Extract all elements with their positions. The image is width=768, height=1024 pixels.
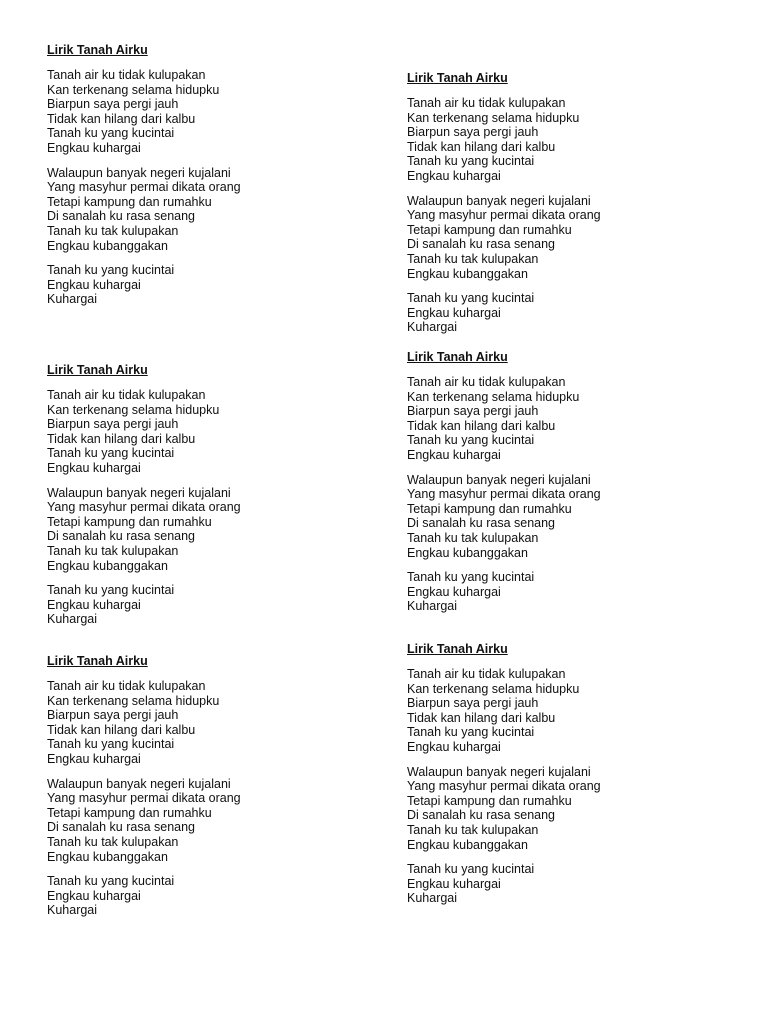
lyric-line: Biarpun saya pergi jauh (407, 404, 539, 419)
stanza (47, 486, 377, 574)
lyric-line: Engkau kuhargai (47, 460, 141, 475)
lyric-line: Biarpun saya pergi jauh (407, 696, 539, 711)
lyric-line: Tanah air ku tidak kulupakan (407, 667, 566, 681)
lyric-line: Yang masyhur permai dikata orang (407, 208, 601, 223)
lyric-stanzas (407, 375, 737, 614)
lyric-line: Tanah ku yang kucintai (47, 446, 175, 461)
lyric-line: Kuhargai (47, 903, 98, 918)
lyric-stanzas (47, 388, 377, 627)
lyric-line: Walaupun banyak negeri kujalani (47, 165, 231, 180)
lyric-title: Lirik Tanah Airku (407, 642, 508, 656)
lyric-block (47, 363, 377, 637)
lyric-line: Tetapi kampung dan rumahku (407, 501, 572, 516)
stanza (47, 679, 377, 767)
stanza (407, 291, 737, 335)
lyric-line: Tidak kan hilang dari kalbu (407, 710, 556, 725)
lyric-line: Tanah ku tak kulupakan (407, 530, 539, 545)
lyric-line: Kan terkenang selama hidupku (47, 82, 220, 97)
lyric-line: Tetapi kampung dan rumahku (47, 514, 212, 529)
lyric-line: Tetapi kampung dan rumahku (47, 194, 212, 209)
lyric-stanzas (407, 96, 737, 335)
lyric-line: Di sanalah ku rasa senang (47, 820, 196, 835)
lyric-line: Yang masyhur permai dikata orang (47, 500, 241, 515)
lyric-line: Tanah ku tak kulupakan (47, 543, 179, 558)
lyric-block (47, 654, 377, 928)
lyric-line: Tanah air ku tidak kulupakan (47, 68, 206, 82)
stanza (407, 862, 737, 906)
lyric-line: Kan terkenang selama hidupku (407, 110, 580, 125)
lyric-line: Engkau kuhargai (47, 277, 141, 292)
lyric-line: Tanah ku yang kucintai (47, 263, 175, 278)
lyric-line: Biarpun saya pergi jauh (407, 125, 539, 140)
lyric-line: Kan terkenang selama hidupku (407, 389, 580, 404)
lyric-title: Lirik Tanah Airku (407, 71, 508, 85)
lyric-stanzas (407, 667, 737, 906)
lyric-line: Kan terkenang selama hidupku (407, 681, 580, 696)
lyric-line: Tanah ku yang kucintai (407, 725, 535, 740)
lyric-line: Engkau kubanggakan (47, 558, 168, 573)
lyric-line: Yang masyhur permai dikata orang (407, 487, 601, 502)
lyric-line: Tanah ku yang kucintai (407, 433, 535, 448)
lyric-title: Lirik Tanah Airku (407, 350, 508, 364)
lyric-line: Yang masyhur permai dikata orang (407, 779, 601, 794)
lyric-line: Tanah ku yang kucintai (407, 570, 535, 585)
lyric-line: Di sanalah ku rasa senang (47, 529, 196, 544)
lyric-line: Di sanalah ku rasa senang (47, 209, 196, 224)
lyric-title: Lirik Tanah Airku (47, 363, 148, 377)
lyric-line: Tanah air ku tidak kulupakan (47, 388, 206, 402)
lyric-line: Tidak kan hilang dari kalbu (407, 139, 556, 154)
lyric-line: Tidak kan hilang dari kalbu (407, 418, 556, 433)
lyric-line: Di sanalah ku rasa senang (407, 808, 556, 823)
stanza (407, 570, 737, 614)
lyric-line: Walaupun banyak negeri kujalani (407, 193, 591, 208)
lyric-line: Engkau kubanggakan (47, 849, 168, 864)
lyric-line: Engkau kuhargai (47, 597, 141, 612)
lyric-line: Tanah air ku tidak kulupakan (47, 679, 206, 693)
lyric-line: Tanah ku yang kucintai (407, 154, 535, 169)
lyric-line: Tanah ku tak kulupakan (407, 251, 539, 266)
lyric-line: Engkau kubanggakan (407, 266, 528, 281)
lyric-line: Engkau kuhargai (407, 584, 501, 599)
lyric-line: Tanah air ku tidak kulupakan (407, 96, 566, 110)
stanza (47, 874, 377, 918)
lyric-stanzas (47, 679, 377, 918)
lyric-title: Lirik Tanah Airku (47, 43, 148, 57)
lyric-line: Tanah ku yang kucintai (407, 291, 535, 306)
lyric-line: Tidak kan hilang dari kalbu (47, 722, 196, 737)
lyric-line: Biarpun saya pergi jauh (47, 417, 179, 432)
lyric-block (407, 71, 737, 345)
stanza (47, 68, 377, 156)
lyric-line: Kan terkenang selama hidupku (47, 402, 220, 417)
lyric-line: Tanah ku yang kucintai (407, 862, 535, 877)
lyric-line: Tanah ku tak kulupakan (407, 822, 539, 837)
stanza (47, 388, 377, 476)
lyric-stanzas (47, 68, 377, 307)
stanza (47, 166, 377, 254)
lyric-line: Tetapi kampung dan rumahku (47, 805, 212, 820)
lyric-line: Tanah ku yang kucintai (47, 874, 175, 889)
stanza (407, 96, 737, 184)
lyric-line: Di sanalah ku rasa senang (407, 237, 556, 252)
stanza (407, 375, 737, 463)
stanza (47, 263, 377, 307)
lyric-line: Engkau kubanggakan (407, 837, 528, 852)
lyric-line: Tetapi kampung dan rumahku (407, 222, 572, 237)
lyric-line: Engkau kuhargai (407, 447, 501, 462)
lyric-line: Di sanalah ku rasa senang (407, 516, 556, 531)
stanza (47, 583, 377, 627)
lyric-line: Walaupun banyak negeri kujalani (407, 764, 591, 779)
lyric-line: Biarpun saya pergi jauh (47, 97, 179, 112)
lyric-line: Walaupun banyak negeri kujalani (47, 485, 231, 500)
lyric-block (47, 43, 377, 317)
lyric-line: Biarpun saya pergi jauh (47, 708, 179, 723)
lyric-line: Tanah ku tak kulupakan (47, 834, 179, 849)
lyric-line: Engkau kuhargai (47, 751, 141, 766)
lyric-line: Engkau kubanggakan (407, 545, 528, 560)
lyric-line: Kuhargai (47, 612, 98, 627)
lyric-line: Tetapi kampung dan rumahku (407, 793, 572, 808)
lyric-title: Lirik Tanah Airku (47, 654, 148, 668)
lyric-line: Tanah ku tak kulupakan (47, 223, 179, 238)
lyric-line: Engkau kuhargai (407, 305, 501, 320)
lyric-line: Walaupun banyak negeri kujalani (47, 776, 231, 791)
lyric-line: Engkau kuhargai (47, 888, 141, 903)
lyric-line: Tanah ku yang kucintai (47, 583, 175, 598)
lyric-line: Engkau kubanggakan (47, 238, 168, 253)
lyric-line: Tidak kan hilang dari kalbu (47, 431, 196, 446)
lyric-line: Tanah air ku tidak kulupakan (407, 375, 566, 389)
stanza (47, 777, 377, 865)
lyric-line: Engkau kuhargai (407, 739, 501, 754)
lyric-line: Yang masyhur permai dikata orang (47, 180, 241, 195)
lyric-line: Tidak kan hilang dari kalbu (47, 111, 196, 126)
lyric-line: Tanah ku yang kucintai (47, 126, 175, 141)
lyric-line: Kuhargai (47, 292, 98, 307)
lyric-block (407, 350, 737, 624)
lyric-line: Tanah ku yang kucintai (47, 737, 175, 752)
lyric-line: Kuhargai (407, 320, 458, 335)
lyric-line: Engkau kuhargai (407, 168, 501, 183)
stanza (407, 667, 737, 755)
lyric-line: Engkau kuhargai (47, 140, 141, 155)
stanza (407, 765, 737, 853)
stanza (407, 473, 737, 561)
lyric-line: Walaupun banyak negeri kujalani (407, 472, 591, 487)
lyric-line: Yang masyhur permai dikata orang (47, 791, 241, 806)
lyric-line: Kan terkenang selama hidupku (47, 693, 220, 708)
lyric-line: Kuhargai (407, 891, 458, 906)
stanza (407, 194, 737, 282)
lyric-block (407, 642, 737, 916)
lyric-line: Engkau kuhargai (407, 876, 501, 891)
lyric-line: Kuhargai (407, 599, 458, 614)
